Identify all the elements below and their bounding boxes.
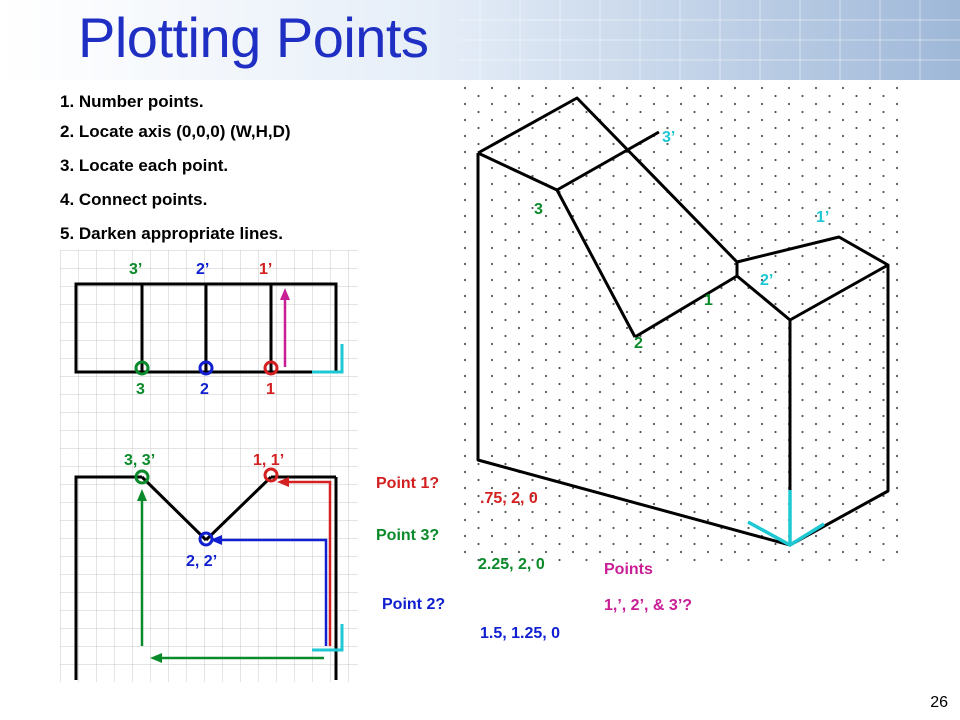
front-view-label-1: 1, 1’ bbox=[253, 452, 285, 469]
iso-label-3-prime: 3’ bbox=[662, 129, 676, 146]
top-view-label-3-prime: 3’ bbox=[129, 261, 143, 278]
top-view-label-2: 2 bbox=[200, 381, 209, 398]
top-view-label-1: 1 bbox=[266, 381, 275, 398]
question-point-2: Point 2? bbox=[382, 596, 446, 613]
front-view-label-3: 3, 3’ bbox=[124, 452, 156, 469]
page-number: 26 bbox=[930, 694, 948, 711]
top-view-label-2-prime: 2’ bbox=[196, 261, 210, 278]
step-3: 3. Locate each point. bbox=[60, 156, 229, 175]
step-1: 1. Number points. bbox=[60, 92, 204, 111]
step-5: 5. Darken appropriate lines. bbox=[60, 224, 283, 243]
points-note-line-1: Points bbox=[604, 561, 653, 578]
answer-point-2: 1.5, 1.25, 0 bbox=[480, 625, 561, 642]
step-4: 4. Connect points. bbox=[60, 190, 208, 209]
top-view-label-1-prime: 1’ bbox=[259, 261, 273, 278]
slide-title: Plotting Points bbox=[78, 6, 429, 69]
iso-label-2-prime: 2’ bbox=[760, 272, 774, 289]
iso-label-1: 1 bbox=[704, 292, 713, 309]
iso-label-1-prime: 1’ bbox=[816, 209, 830, 226]
answer-point-1: .75, 2, 0 bbox=[480, 490, 538, 507]
question-point-3: Point 3? bbox=[376, 527, 440, 544]
question-point-1: Point 1? bbox=[376, 475, 440, 492]
points-note-line-2: 1,’, 2’, & 3’? bbox=[604, 597, 693, 614]
iso-label-3: 3 bbox=[534, 201, 543, 218]
step-2: 2. Locate axis (0,0,0) (W,H,D) bbox=[60, 122, 291, 141]
iso-label-2: 2 bbox=[634, 335, 643, 352]
answer-point-3: 2.25, 2, 0 bbox=[478, 556, 545, 573]
front-view-label-2: 2, 2’ bbox=[186, 553, 218, 570]
grid-paper bbox=[60, 250, 358, 682]
top-view-label-3: 3 bbox=[136, 381, 145, 398]
